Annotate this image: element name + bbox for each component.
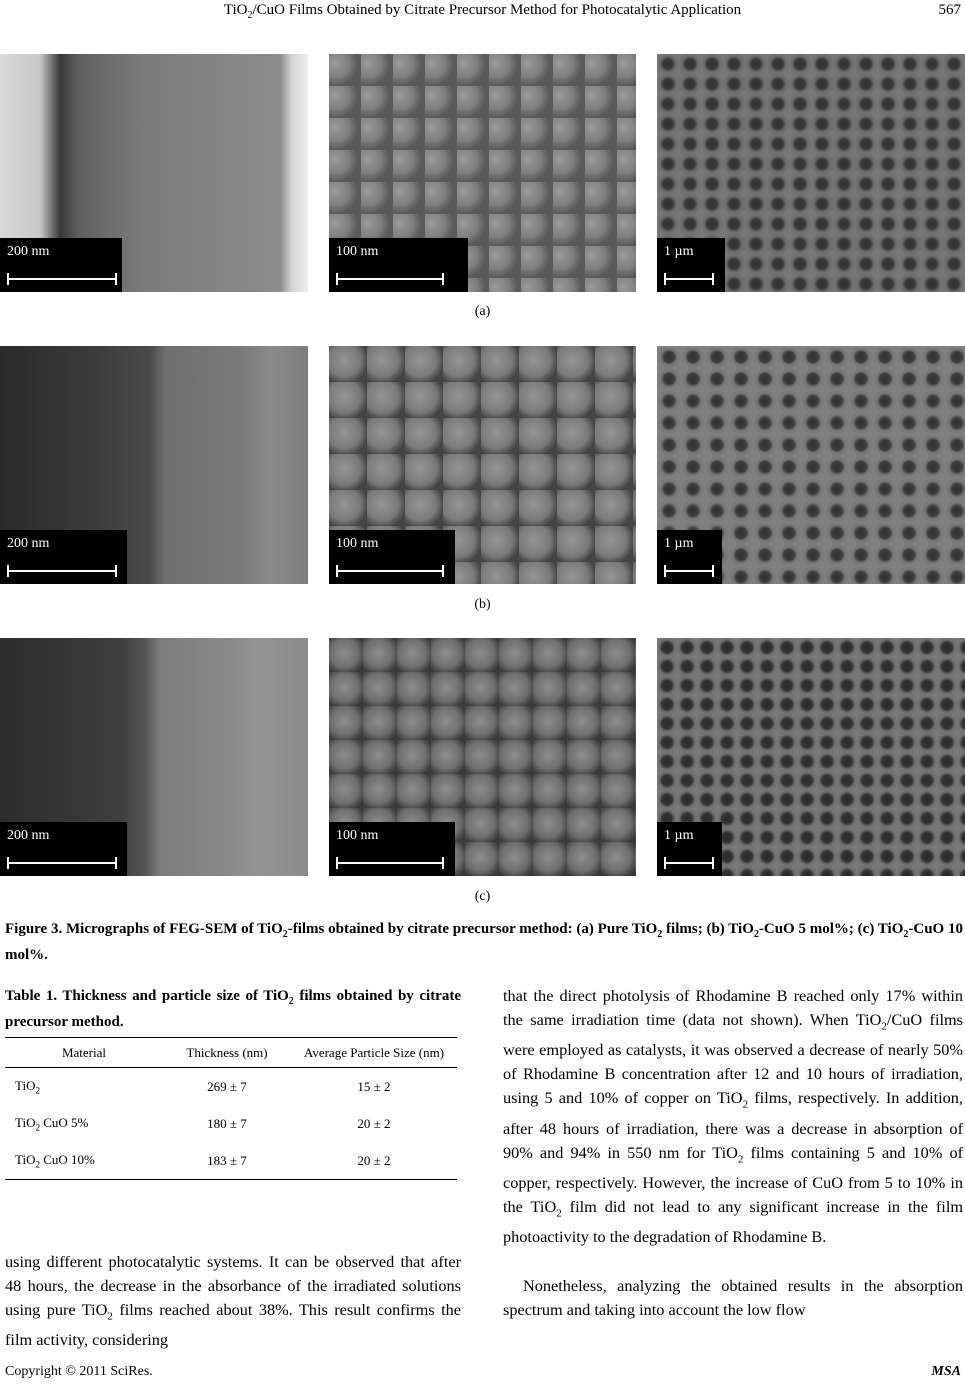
- scale-bar: 100 nm: [329, 530, 455, 584]
- cell-particle-size: 20 ± 2: [357, 1152, 391, 1168]
- scale-bar: 200 nm: [0, 238, 122, 292]
- footer-copyright: Copyright © 2011 SciRes.: [5, 1364, 153, 1379]
- micrograph-a-porous: [657, 54, 965, 292]
- header-material: Material: [61, 1045, 107, 1060]
- cell-particle-size: 15 ± 2: [357, 1078, 391, 1094]
- panel-label-b: (b): [474, 597, 491, 612]
- scale-bar: 1 µm: [657, 822, 722, 876]
- cell-material: TiO$_2$ CuO 10%: [15, 1151, 95, 1170]
- micrograph-b-cross-section: [0, 346, 308, 584]
- footer-journal: MSA: [931, 1364, 961, 1379]
- scale-bar: 1 µm: [657, 238, 725, 292]
- micrograph-c-porous: [657, 638, 965, 876]
- micrograph-c-cross-section: [0, 638, 308, 876]
- running-header: TiO$_2$/CuO Films Obtained by Citrate Precursor Method for Photocatalytic Application: [223, 2, 742, 21]
- table-header-row: [5, 1038, 457, 1068]
- cell-particle-size: 20 ± 2: [357, 1115, 391, 1131]
- cell-material: TiO$_2$ CuO 5%: [15, 1114, 89, 1133]
- scale-bar: 200 nm: [0, 822, 127, 876]
- body-paragraph-right-2: Nonetheless, analyzing the obtained results in the absorption spectrum and taking into account the low flow: [503, 1276, 963, 1319]
- micrograph-c-grains: [329, 638, 636, 876]
- table-row: [5, 1105, 457, 1142]
- header-thickness: Thickness (nm): [186, 1045, 268, 1060]
- scale-bar: 1 µm: [657, 530, 722, 584]
- header-particle-size: Average Particle Size (nm): [303, 1045, 445, 1060]
- micrograph-b-porous: [657, 346, 965, 584]
- body-paragraph-right-1: that the direct photolysis of Rhodamine B reached only 17% within the same irradiation time (data not shown). When TiO$_2$/CuO films were employed as catalysts, it was observed a decrease of nearly 50% of Rhodamine B concentration after 12 and 10 hours of irradiation, using 5 and 10% of copper on TiO$_2$ films, respectively. In addition, after 48 hours of irradiation, there was a decrease in absorption of 90% and 94% in 550 nm for TiO$_2$ films containing 5 and 10% of copper, respectively. However, the increase of CuO from 5 to 10% in the TiO$_2$ film did not lead to any significant increase in the film photoactivity to the degradation of Rhodamine B.: [503, 986, 964, 1246]
- figure-caption: Figure 3. Micrographs of FEG-SEM of TiO$_2$-films obtained by citrate precursor method: (a) Pure TiO$_2$ films; (b) TiO$_2$-CuO 5 mol%; (c) TiO$_2$-CuO 10 mol%.: [5, 921, 963, 963]
- micrograph-b-grains: [329, 346, 636, 584]
- panel-label-a: (a): [474, 304, 491, 319]
- cell-thickness: 180 ± 7: [207, 1115, 247, 1131]
- body-paragraph-left: using different photocatalytic systems. It can be observed that after 48 hours, the decrease in the absorbance of the irradiated solutions using pure TiO$_2$ films reached about 38%. This result confirms the film activity, considering: [5, 1252, 461, 1350]
- cell-thickness: 183 ± 7: [207, 1152, 247, 1168]
- scale-bar: 100 nm: [329, 238, 468, 292]
- table-row: [5, 1142, 457, 1180]
- panel-label-c: (c): [474, 889, 491, 904]
- table-row: [5, 1068, 457, 1106]
- micrograph-a-grains: [329, 54, 636, 292]
- table-1: [5, 1037, 457, 1180]
- cell-material: TiO$_2$: [15, 1077, 40, 1096]
- table-caption: Table 1. Thickness and particle size of TiO$_2$ films obtained by citrate precursor method.: [5, 988, 461, 1030]
- page-number: 567: [938, 2, 961, 18]
- micrograph-a-cross-section: [0, 54, 308, 292]
- cell-thickness: 269 ± 7: [207, 1078, 247, 1094]
- scale-bar: 200 nm: [0, 530, 127, 584]
- scale-bar: 100 nm: [329, 822, 455, 876]
